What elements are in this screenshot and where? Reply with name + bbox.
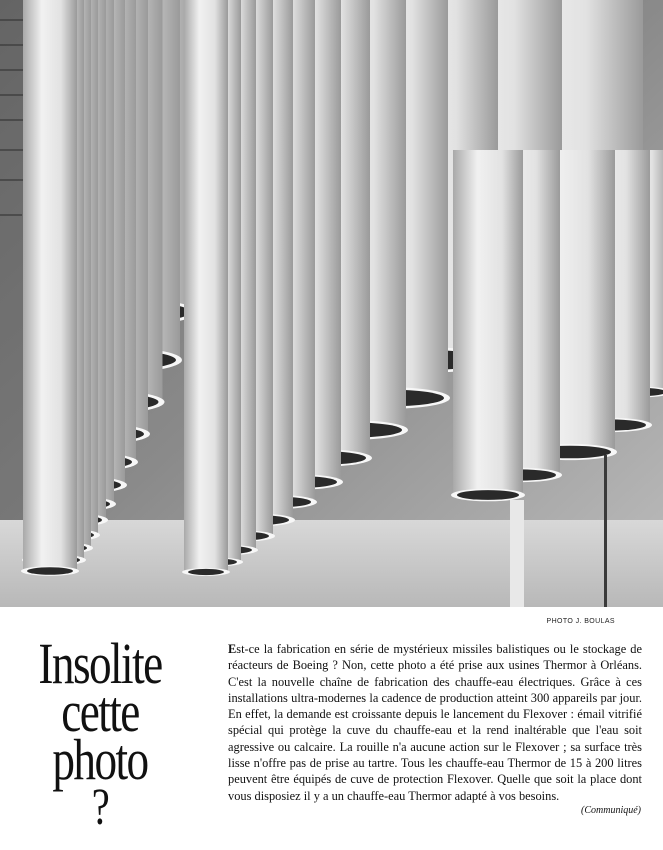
- back-tank-5: [451, 150, 525, 501]
- communique-signature: (Communiqué): [581, 805, 641, 816]
- left-tank-14: [21, 0, 79, 576]
- headline-line-1: Insolite: [38, 631, 162, 696]
- headline-line-3: photo: [52, 727, 148, 792]
- article-text: st-ce la fabrication en série de mystérieux missiles balistiques ou le stockage de réacteurs de Boeing ? Non, cette photo a été prise aux usines Thermor à Orléans. C'est la nouvelle chaîne de fabrication des chauffe-eau électriques. Grâce à ces installations ultra-modernes la cadence de production atteint 300 appareils par jour. En effet, la demande est croissante depuis le lancement du Flexover : émail vitrifié spécial qui protège la cuve du chauffe-eau et la rend inaltérable que l'eau soit agressive ou calcaire. La rouille n'a aucune action sur le Flexover ; sa surface très lisse n'offre pas de prise au tartre. Tous les chauffe-eau Thermor de 15 à 200 litres peuvent être équipés de cuve de protection Flexover. Quelle que soit la place dont vous disposiez il y a un chauffe-eau Thermor adapté à vos besoins.: [228, 642, 642, 803]
- headline-question-mark: ?: [91, 779, 109, 836]
- photo-credit: PHOTO J. BOULAS: [546, 618, 615, 625]
- article-body: [228, 641, 642, 804]
- headline-line-2: cette: [61, 679, 139, 744]
- headline: [22, 631, 178, 836]
- article-lead-letter: E: [228, 642, 237, 656]
- right-tank-13: [182, 0, 230, 576]
